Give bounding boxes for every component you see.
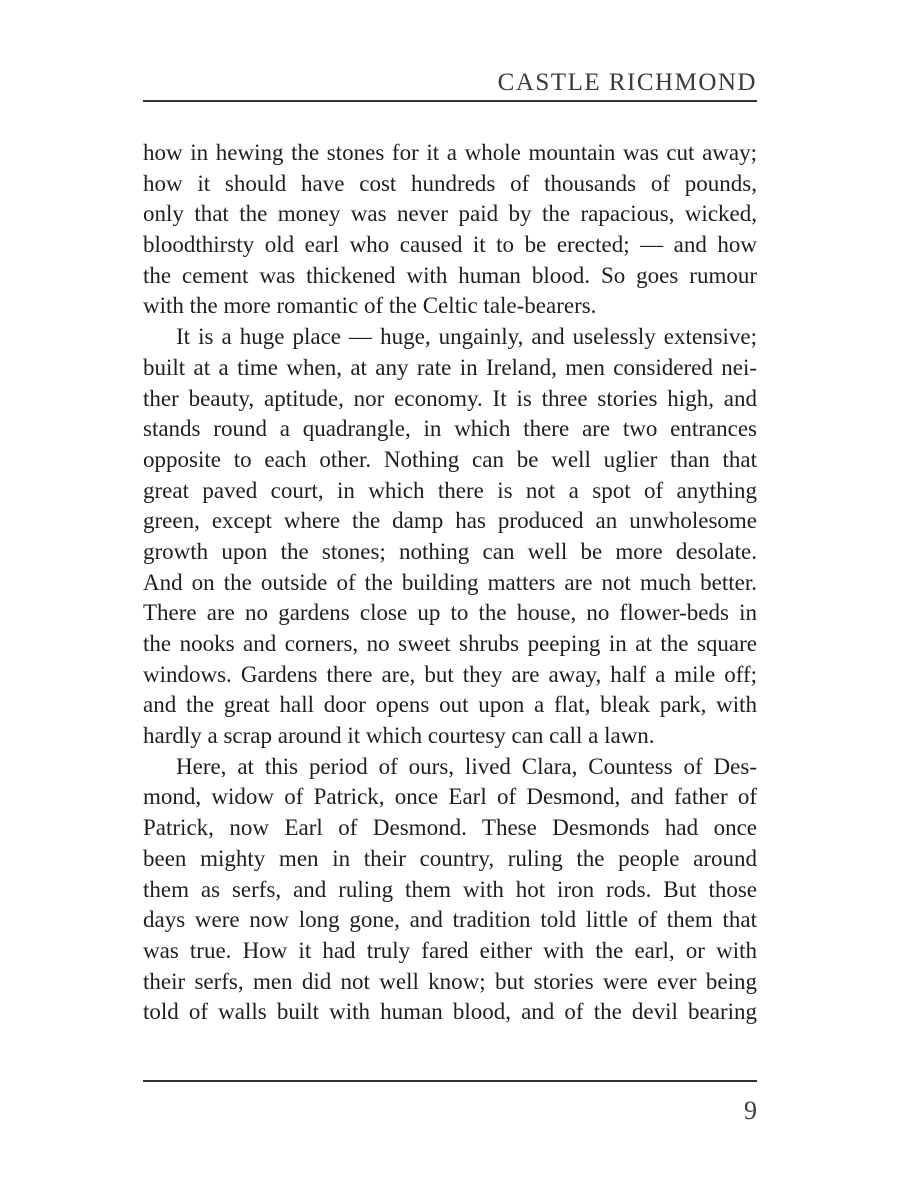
text-line: green, except where the damp has produced an unwholesome — [143, 508, 757, 534]
text-line: growth upon the stones; nothing can well be more desolate. — [143, 538, 757, 564]
text-line: And on the outside of the building matters are not much better. — [143, 569, 757, 595]
text-line: and the great hall door opens out upon a flat, bleak park, with — [143, 692, 757, 718]
text-line: with the more romantic of the Celtic tale-bearers. — [143, 293, 597, 319]
text-line: Patrick, now Earl of Desmond. These Desmonds had once — [143, 815, 757, 841]
text-line: was true. How it had truly fared either with the earl, or with — [143, 937, 757, 963]
text-line: days were now long gone, and tradition told little of them that — [143, 907, 757, 933]
text-line: It is a huge place — huge, ungainly, and uselessly extensive; — [176, 324, 757, 350]
text-line: the nooks and corners, no sweet shrubs peeping in at the square — [143, 631, 757, 656]
header-divider — [143, 100, 757, 102]
text-line: mond, widow of Patrick, once Earl of Desmond, and father of — [143, 784, 757, 810]
text-line: ther beauty, aptitude, nor economy. It is three stories high, and — [143, 385, 757, 411]
text-line: only that the money was never paid by the rapacious, wicked, — [143, 201, 757, 227]
text-line: built at a time when, at any rate in Ireland, men considered nei- — [143, 354, 757, 380]
text-line: the cement was thickened with human blood. So goes rumour — [143, 262, 757, 288]
text-line: stands round a quadrangle, in which there are two entrances — [143, 416, 757, 442]
text-line: bloodthirsty old earl who caused it to be erected; — and how — [143, 232, 757, 258]
text-line: how in hewing the stones for it a whole mountain was cut away; — [143, 140, 757, 165]
text-line: their serfs, men did not well know; but stories were ever being — [143, 968, 757, 994]
body-text — [143, 138, 757, 1028]
text-line: Here, at this period of ours, lived Clara, Countess of Des- — [176, 753, 757, 779]
text-line: opposite to each other. Nothing can be well uglier than that — [143, 446, 757, 472]
text-line: how it should have cost hundreds of thousands of pounds, — [143, 170, 757, 196]
running-title: CASTLE RICHMOND — [497, 69, 757, 96]
text-line: great paved court, in which there is not a spot of anything — [143, 477, 757, 503]
text-line: told of walls built with human blood, and of the devil bearing — [143, 999, 757, 1025]
page-number: 9 — [744, 1096, 757, 1125]
text-line: them as serfs, and ruling them with hot iron rods. But those — [143, 876, 757, 902]
footer-divider — [143, 1080, 757, 1082]
text-line: hardly a scrap around it which courtesy can call a lawn. — [143, 723, 655, 749]
text-line: been mighty men in their country, ruling the people around — [143, 845, 757, 871]
text-line: There are no gardens close up to the house, no flower-beds in — [143, 600, 757, 626]
text-line: windows. Gardens there are, but they are away, half a mile off; — [143, 661, 757, 687]
